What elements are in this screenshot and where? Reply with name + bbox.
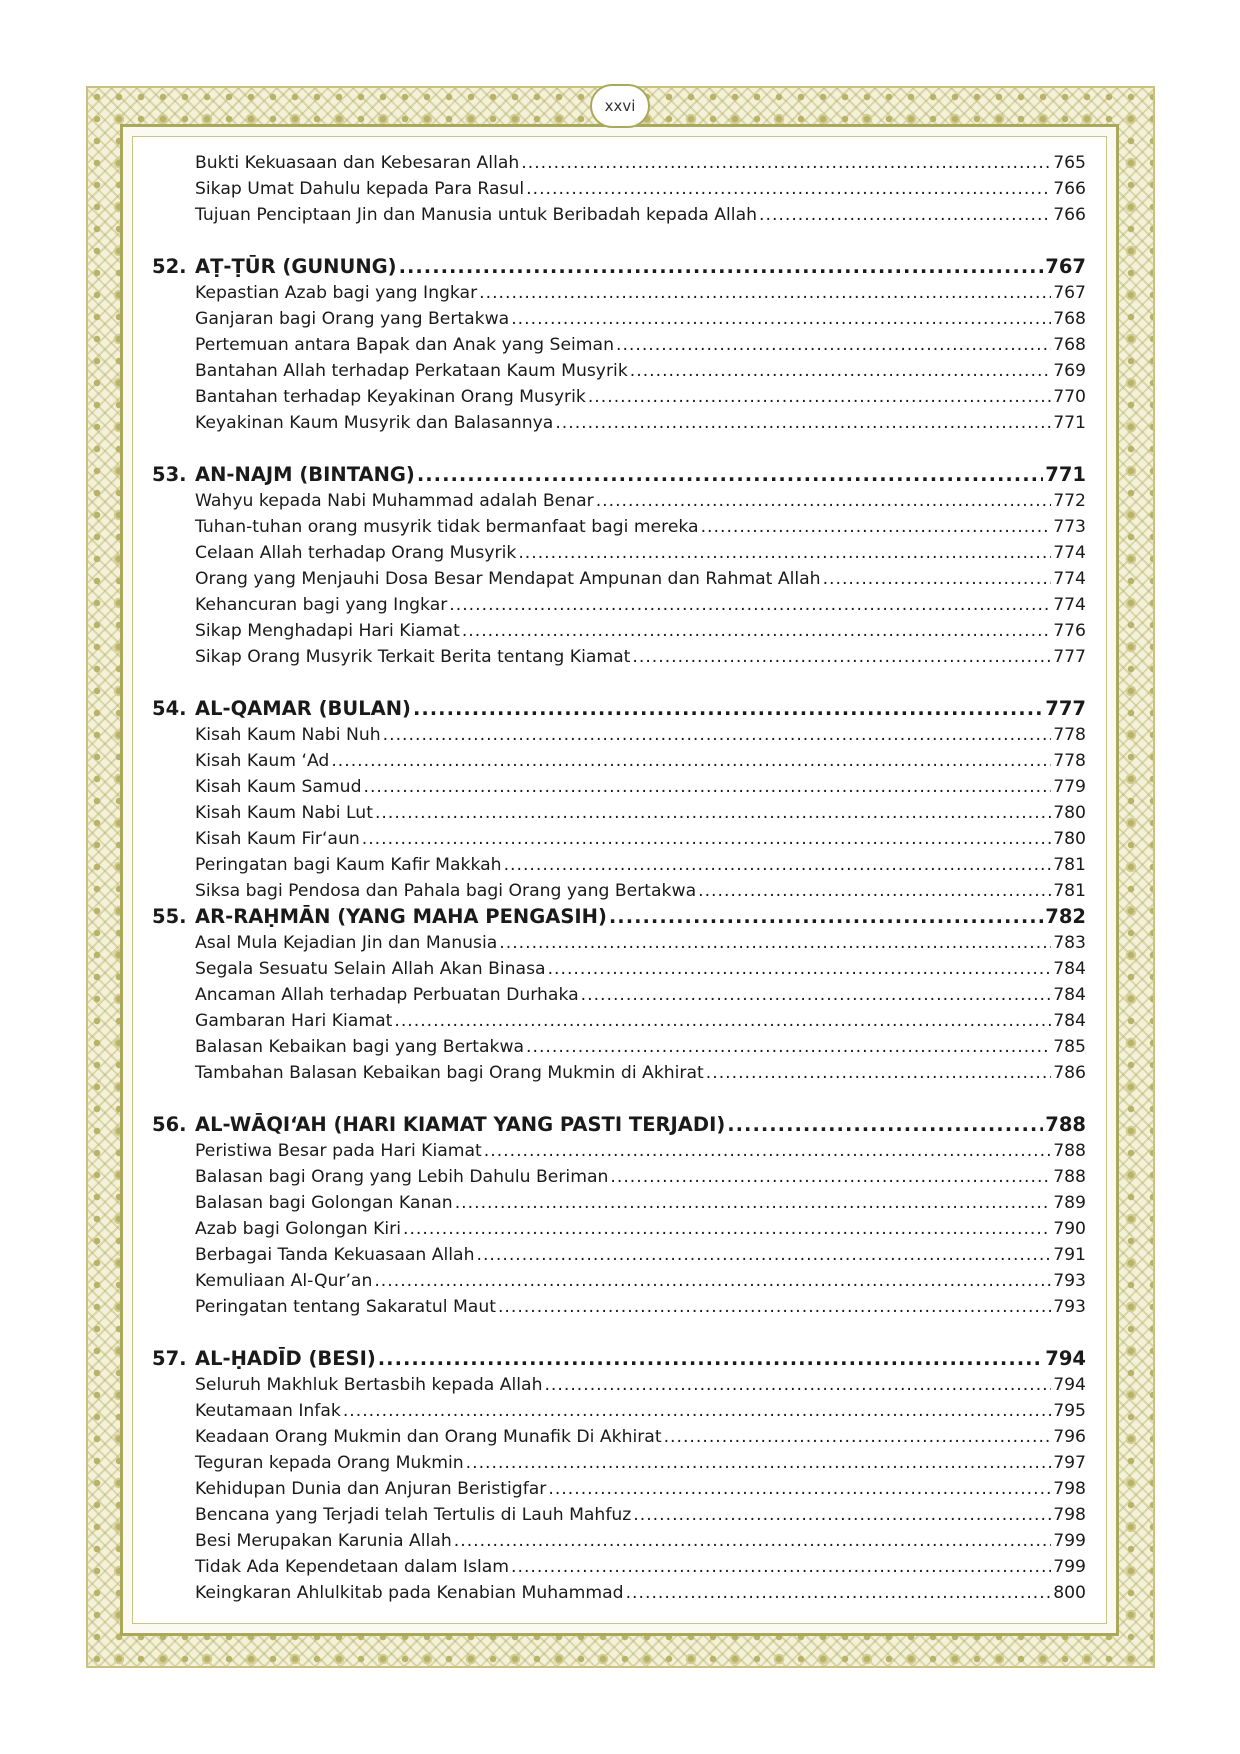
page-number: xxvi: [590, 84, 650, 128]
page-ref: 786: [1053, 1063, 1086, 1083]
page-ref: 767: [1053, 283, 1086, 303]
dot-leader: [626, 1580, 1052, 1606]
dot-leader: [555, 410, 1051, 436]
page-ref: 793: [1053, 1297, 1086, 1317]
entry-title: Celaan Allah terhadap Orang Musyrik: [195, 543, 517, 563]
page-ref: 793: [1053, 1271, 1086, 1291]
chapter-title: AL-WĀQI‘AH (HARI KIAMAT YANG PASTI TERJADI): [195, 1113, 726, 1136]
page-ref: 795: [1053, 1401, 1086, 1421]
page-ref: 780: [1053, 803, 1086, 823]
page-ref: 790: [1053, 1219, 1086, 1239]
page-ref: 765: [1053, 153, 1086, 173]
dot-leader: [343, 1398, 1051, 1424]
dot-leader: [727, 1112, 1043, 1138]
page-ref: 791: [1053, 1245, 1086, 1265]
dot-leader: [479, 280, 1051, 306]
entry-title: Tuhan-tuhan orang musyrik tidak bermanfaat bagi mereka: [195, 517, 699, 537]
entry-title: Sikap Orang Musyrik Terkait Berita tentang Kiamat: [195, 647, 631, 667]
entry-title: Keutamaan Infak: [195, 1401, 341, 1421]
toc-entry: [152, 150, 1086, 176]
page-ref: 769: [1053, 361, 1086, 381]
dot-leader: [484, 1138, 1051, 1164]
toc-entry: [152, 774, 1086, 800]
page-ref: 774: [1053, 543, 1086, 563]
section-gap: [152, 436, 1086, 462]
toc-entry: [152, 930, 1086, 956]
entry-title: Gambaran Hari Kiamat: [195, 1011, 393, 1031]
toc-entry: [152, 332, 1086, 358]
toc-entry: [152, 1372, 1086, 1398]
page-ref: 776: [1053, 621, 1086, 641]
entry-title: Azab bagi Golongan Kiri: [195, 1219, 401, 1239]
entry-title: Tidak Ada Kependetaan dalam Islam: [195, 1557, 510, 1577]
entry-title: Balasan Kebaikan bagi yang Bertakwa: [195, 1037, 525, 1057]
toc-entry: [152, 618, 1086, 644]
toc-entry: [152, 1450, 1086, 1476]
dot-leader: [394, 1008, 1051, 1034]
entry-title: Kisah Kaum ‘Ad: [195, 751, 330, 771]
entry-title: Keyakinan Kaum Musyrik dan Balasannya: [195, 413, 554, 433]
toc-entry: [152, 1190, 1086, 1216]
dot-leader: [526, 176, 1051, 202]
entry-title: Berbagai Tanda Kekuasaan Allah: [195, 1245, 475, 1265]
page-ref: 768: [1053, 309, 1086, 329]
toc-chapter: [152, 254, 1086, 280]
dot-leader: [454, 1528, 1051, 1554]
toc-entry: [152, 982, 1086, 1008]
dot-leader: [477, 1242, 1052, 1268]
dot-leader: [630, 358, 1051, 384]
page-ref: 785: [1053, 1037, 1086, 1057]
dot-leader: [609, 904, 1043, 930]
toc-entry: [152, 1528, 1086, 1554]
toc-entry: [152, 176, 1086, 202]
page-ref: 773: [1053, 517, 1086, 537]
dot-leader: [449, 592, 1051, 618]
dot-leader: [706, 1060, 1051, 1086]
dot-leader: [544, 1372, 1051, 1398]
chapter-title: AL-QAMAR (BULAN): [195, 697, 411, 720]
entry-title: Teguran kepada Orang Mukmin: [195, 1453, 464, 1473]
chapter-title: AL-ḤADĪD (BESI): [195, 1347, 376, 1370]
entry-title: Kemuliaan Al-Qur’an: [195, 1271, 373, 1291]
chapter-number: 56.: [152, 1113, 187, 1136]
page-ref: 789: [1053, 1193, 1086, 1213]
page-ref: 774: [1053, 569, 1086, 589]
toc-entry: [152, 644, 1086, 670]
dot-leader: [588, 384, 1051, 410]
entry-title: Kisah Kaum Nabi Nuh: [195, 725, 381, 745]
page-ref: 781: [1053, 855, 1086, 875]
page-ref: 797: [1053, 1453, 1086, 1473]
dot-leader: [518, 540, 1051, 566]
toc-entry: [152, 826, 1086, 852]
toc-entry: [152, 1398, 1086, 1424]
page-ref: 779: [1053, 777, 1086, 797]
toc-entry: [152, 1034, 1086, 1060]
entry-title: Ganjaran bagi Orang yang Bertakwa: [195, 309, 510, 329]
dot-leader: [504, 852, 1052, 878]
entry-title: Besi Merupakan Karunia Allah: [195, 1531, 452, 1551]
dot-leader: [664, 1424, 1052, 1450]
page-ref: 767: [1045, 255, 1086, 278]
entry-title: Sikap Menghadapi Hari Kiamat: [195, 621, 460, 641]
page-ref: 798: [1053, 1479, 1086, 1499]
toc-chapter: [152, 462, 1086, 488]
dot-leader: [417, 462, 1043, 488]
toc-entry: [152, 1554, 1086, 1580]
page-ref: 777: [1053, 647, 1086, 667]
toc-entry: [152, 1138, 1086, 1164]
page-ref: 794: [1053, 1375, 1086, 1395]
page-ref: 800: [1053, 1583, 1086, 1603]
dot-leader: [632, 644, 1051, 670]
section-gap: [152, 228, 1086, 254]
entry-title: Siksa bagi Pendosa dan Pahala bagi Orang yang Bertakwa: [195, 881, 697, 901]
toc-entry: [152, 1580, 1086, 1606]
page-ref: 766: [1053, 205, 1086, 225]
page-ref: 780: [1053, 829, 1086, 849]
dot-leader: [511, 1554, 1051, 1580]
dot-leader: [610, 1164, 1051, 1190]
toc-entry: [152, 358, 1086, 384]
section-gap: [152, 1086, 1086, 1112]
page-ref: 788: [1045, 1113, 1086, 1136]
dot-leader: [378, 1346, 1044, 1372]
page-ref: 784: [1053, 985, 1086, 1005]
page-ref: 799: [1053, 1557, 1086, 1577]
chapter-title: AR-RAḤMĀN (YANG MAHA PENGASIH): [195, 905, 607, 928]
dot-leader: [362, 826, 1051, 852]
entry-title: Seluruh Makhluk Bertasbih kepada Allah: [195, 1375, 543, 1395]
toc-entry: [152, 488, 1086, 514]
entry-title: Keingkaran Ahlulkitab pada Kenabian Muhammad: [195, 1583, 624, 1603]
toc-entry: [152, 748, 1086, 774]
toc-entry: [152, 878, 1086, 904]
page-ref: 799: [1053, 1531, 1086, 1551]
entry-title: Keadaan Orang Mukmin dan Orang Munafik Di Akhirat: [195, 1427, 662, 1447]
entry-title: Bencana yang Terjadi telah Tertulis di Lauh Mahfuz: [195, 1505, 632, 1525]
entry-title: Kehidupan Dunia dan Anjuran Beristigfar: [195, 1479, 547, 1499]
toc-entry: [152, 1476, 1086, 1502]
dot-leader: [616, 332, 1051, 358]
entry-title: Balasan bagi Orang yang Lebih Dahulu Beriman: [195, 1167, 609, 1187]
chapter-title: AN-NAJM (BINTANG): [195, 463, 415, 486]
entry-title: Kisah Kaum Fir‘aun: [195, 829, 360, 849]
page-ref: 796: [1053, 1427, 1086, 1447]
dot-leader: [581, 982, 1052, 1008]
dot-leader: [363, 774, 1051, 800]
toc-entry: [152, 592, 1086, 618]
entry-title: Ancaman Allah terhadap Perbuatan Durhaka: [195, 985, 579, 1005]
toc-entry: [152, 852, 1086, 878]
page-ref: 771: [1053, 413, 1086, 433]
chapter-number: 55.: [152, 905, 187, 928]
toc-entry: [152, 384, 1086, 410]
entry-title: Peristiwa Besar pada Hari Kiamat: [195, 1141, 482, 1161]
chapter-number: 52.: [152, 255, 187, 278]
dot-leader: [823, 566, 1052, 592]
dot-leader: [498, 1294, 1051, 1320]
toc-entry: [152, 566, 1086, 592]
entry-title: Bantahan Allah terhadap Perkataan Kaum Musyrik: [195, 361, 628, 381]
dot-leader: [455, 1190, 1051, 1216]
toc-entry: [152, 280, 1086, 306]
page-ref: 772: [1053, 491, 1086, 511]
chapter-title: AṬ-ṬŪR (GUNUNG): [195, 255, 397, 278]
entry-title: Tambahan Balasan Kebaikan bagi Orang Mukmin di Akhirat: [195, 1063, 704, 1083]
page-ref: 774: [1053, 595, 1086, 615]
page-ref: 784: [1053, 1011, 1086, 1031]
toc-entry: [152, 800, 1086, 826]
toc-entry: [152, 956, 1086, 982]
page-ref: 781: [1053, 881, 1086, 901]
dot-leader: [331, 748, 1051, 774]
dot-leader: [511, 306, 1051, 332]
dot-leader: [521, 150, 1051, 176]
page-ref: 788: [1053, 1141, 1086, 1161]
dot-leader: [466, 1450, 1052, 1476]
toc-entry: [152, 410, 1086, 436]
page-ref: 778: [1053, 751, 1086, 771]
entry-title: Tujuan Penciptaan Jin dan Manusia untuk Beribadah kepada Allah: [195, 205, 758, 225]
page-ref: 798: [1053, 1505, 1086, 1525]
table-of-contents: [152, 150, 1086, 1606]
dot-leader: [403, 1216, 1051, 1242]
chapter-number: 53.: [152, 463, 187, 486]
entry-title: Asal Mula Kejadian Jin dan Manusia: [195, 933, 498, 953]
dot-leader: [596, 488, 1052, 514]
dot-leader: [526, 1034, 1051, 1060]
entry-title: Peringatan tentang Sakaratul Maut: [195, 1297, 496, 1317]
dot-leader: [399, 254, 1044, 280]
entry-title: Wahyu kepada Nabi Muhammad adalah Benar: [195, 491, 594, 511]
entry-title: Kepastian Azab bagi yang Ingkar: [195, 283, 478, 303]
dot-leader: [548, 956, 1052, 982]
toc-entry: [152, 1294, 1086, 1320]
dot-leader: [374, 1268, 1051, 1294]
page-ref: 783: [1053, 933, 1086, 953]
dot-leader: [499, 930, 1051, 956]
page-ref: 782: [1045, 905, 1086, 928]
page-ref: 766: [1053, 179, 1086, 199]
page-ref: 768: [1053, 335, 1086, 355]
toc-entry: [152, 1242, 1086, 1268]
page-ref: 777: [1045, 697, 1086, 720]
entry-title: Segala Sesuatu Selain Allah Akan Binasa: [195, 959, 546, 979]
page-ref: 778: [1053, 725, 1086, 745]
toc-chapter: [152, 1112, 1086, 1138]
dot-leader: [413, 696, 1043, 722]
toc-entry: [152, 1216, 1086, 1242]
dot-leader: [698, 878, 1051, 904]
toc-entry: [152, 1502, 1086, 1528]
dot-leader: [759, 202, 1051, 228]
dot-leader: [383, 722, 1052, 748]
dot-leader: [548, 1476, 1051, 1502]
toc-entry: [152, 1164, 1086, 1190]
entry-title: Kisah Kaum Samud: [195, 777, 362, 797]
toc-chapter: [152, 1346, 1086, 1372]
toc-chapter: [152, 904, 1086, 930]
entry-title: Sikap Umat Dahulu kepada Para Rasul: [195, 179, 525, 199]
entry-title: Kehancuran bagi yang Ingkar: [195, 595, 448, 615]
toc-entry: [152, 306, 1086, 332]
page-ref: 788: [1053, 1167, 1086, 1187]
toc-entry: [152, 540, 1086, 566]
dot-leader: [701, 514, 1052, 540]
entry-title: Bantahan terhadap Keyakinan Orang Musyrik: [195, 387, 586, 407]
toc-entry: [152, 202, 1086, 228]
toc-entry: [152, 1424, 1086, 1450]
page-ref: 784: [1053, 959, 1086, 979]
dot-leader: [633, 1502, 1051, 1528]
toc-entry: [152, 722, 1086, 748]
entry-title: Peringatan bagi Kaum Kafir Makkah: [195, 855, 502, 875]
chapter-number: 54.: [152, 697, 187, 720]
toc-entry: [152, 514, 1086, 540]
entry-title: Balasan bagi Golongan Kanan: [195, 1193, 453, 1213]
dot-leader: [375, 800, 1051, 826]
dot-leader: [462, 618, 1051, 644]
section-gap: [152, 1320, 1086, 1346]
entry-title: Bukti Kekuasaan dan Kebesaran Allah: [195, 153, 520, 173]
entry-title: Pertemuan antara Bapak dan Anak yang Seiman: [195, 335, 614, 355]
entry-title: Orang yang Menjauhi Dosa Besar Mendapat Ampunan dan Rahmat Allah: [195, 569, 821, 589]
page-ref: 771: [1045, 463, 1086, 486]
toc-chapter: [152, 696, 1086, 722]
toc-entry: [152, 1060, 1086, 1086]
page-ref: 794: [1045, 1347, 1086, 1370]
chapter-number: 57.: [152, 1347, 187, 1370]
page-ref: 770: [1053, 387, 1086, 407]
entry-title: Kisah Kaum Nabi Lut: [195, 803, 373, 823]
toc-entry: [152, 1268, 1086, 1294]
section-gap: [152, 670, 1086, 696]
toc-entry: [152, 1008, 1086, 1034]
